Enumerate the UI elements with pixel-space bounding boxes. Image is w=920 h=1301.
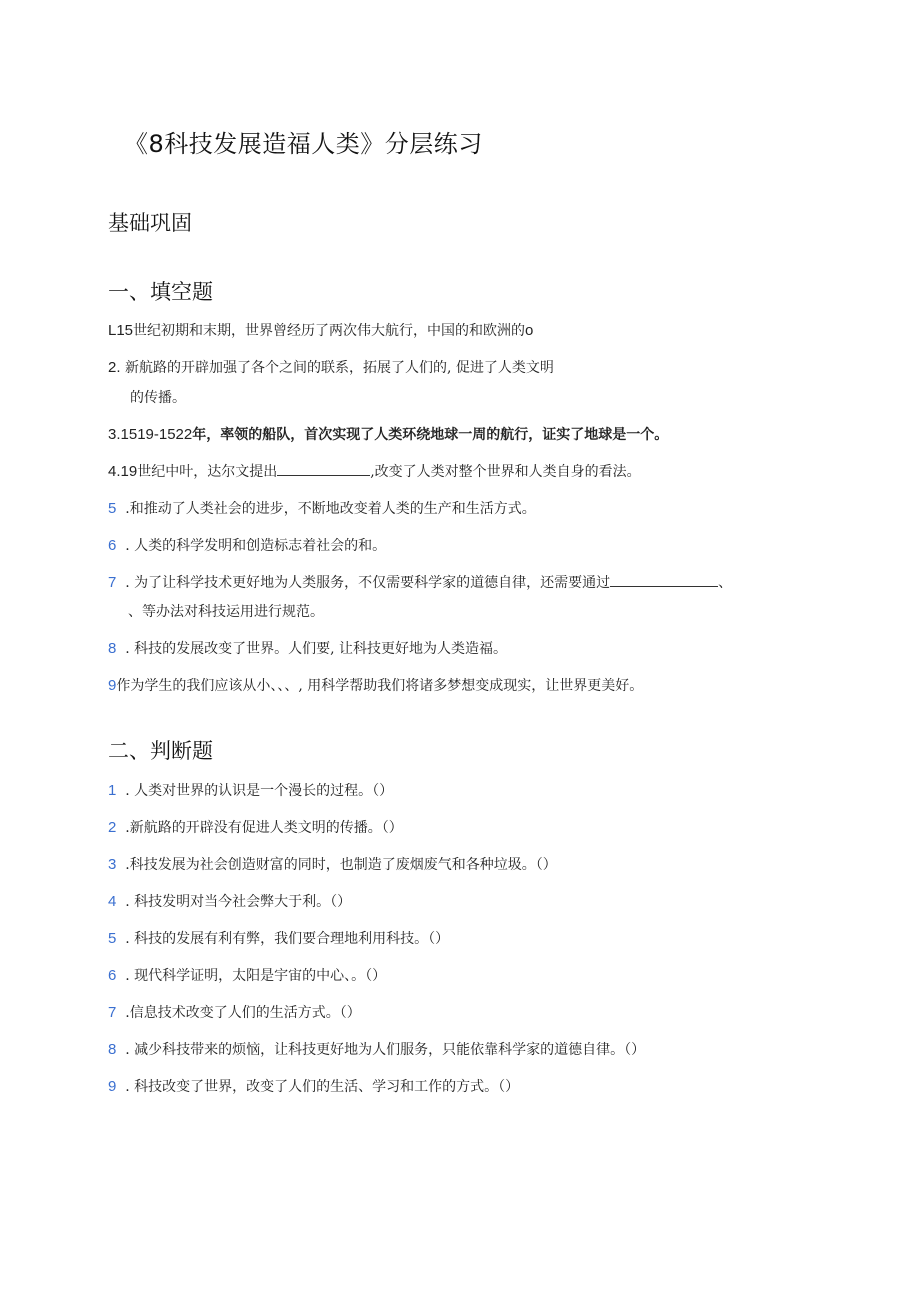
question-number: 5	[108, 930, 117, 947]
question-text: .科技发展为社会创造财富的同时，也制造了废烟废气和各种垃圾。（）	[125, 857, 557, 873]
question-number: 8	[108, 1041, 117, 1058]
question-number: 9	[108, 1078, 117, 1095]
question-number: L15	[108, 322, 134, 339]
question-number: 8	[108, 640, 117, 657]
fill-question-8	[108, 638, 507, 658]
question-text: . 人类的科学发明和创造标志着社会的和。	[125, 538, 387, 554]
fill-question-3	[108, 424, 668, 444]
judgement-heading: 二、判断题	[108, 739, 213, 763]
question-number: 6	[108, 537, 117, 554]
fill-question-9	[108, 675, 643, 695]
question-text: 新航路的开辟加强了各个之间的联系，拓展了人们的, 促进了人类文明	[124, 360, 554, 376]
question-number: 4	[108, 893, 117, 910]
question-text: 年，率领的船队，首次实现了人类环绕地球一周的航行，证实了地球是一个。	[192, 427, 669, 443]
fill-question-6	[108, 535, 386, 555]
question-number: 1	[108, 782, 117, 799]
judge-question-5	[108, 928, 449, 948]
question-number: 2.	[108, 359, 121, 376]
judge-question-8	[108, 1039, 645, 1059]
question-text-tail: ,改变了人类对整个世界和人类自身的看法。	[370, 464, 641, 480]
judge-question-6	[108, 965, 386, 985]
page-title: 《8科技发展造福人类》分层练习	[124, 130, 483, 158]
fill-in-heading: 一、填空题	[108, 280, 213, 304]
judge-question-3	[108, 854, 557, 874]
judge-question-1	[108, 780, 393, 800]
section-basic-heading: 基础巩固	[108, 211, 192, 235]
fill-question-7	[108, 572, 732, 592]
question-number: 9	[108, 677, 117, 694]
question-text: .信息技术改变了人们的生活方式。（）	[125, 1005, 361, 1021]
question-number: 7	[108, 574, 117, 591]
question-text: . 人类对世界的认识是一个漫长的过程。（）	[125, 783, 394, 799]
question-text: . 科技改变了世界，改变了人们的生活、学习和工作的方式。（）	[125, 1079, 520, 1095]
fill-question-1	[108, 320, 533, 340]
question-number: 3	[108, 856, 117, 873]
judge-question-9	[108, 1076, 519, 1096]
judge-question-2	[108, 817, 403, 837]
question-text: .和推动了人类社会的进步，不断地改变着人类的生产和生活方式。	[125, 501, 536, 517]
answer-blank[interactable]	[277, 463, 370, 476]
question-number: 4.19	[108, 463, 138, 480]
question-number: 3.1519-1522	[108, 426, 193, 443]
question-text: 世纪初期和末期，世界曾经历了两次伟大航行，中国的和欧洲的	[133, 323, 526, 339]
question-text: . 科技的发展有利有弊，我们要合理地利用科技。（）	[125, 931, 450, 947]
fill-question-7-continuation: 、等办法对科技运用进行规范。	[128, 604, 324, 620]
question-text: 作为学生的我们应该从小、、、, 用科学帮助我们将诸多梦想变成现实，让世界更美好。	[116, 678, 644, 694]
question-number: 2	[108, 819, 117, 836]
question-number: 7	[108, 1004, 117, 1021]
question-number: 6	[108, 967, 117, 984]
fill-question-5	[108, 498, 536, 518]
judge-question-4	[108, 891, 351, 911]
judge-question-7	[108, 1002, 361, 1022]
question-text: .新航路的开辟没有促进人类文明的传播。（）	[125, 820, 403, 836]
question-text-tail: 、	[718, 575, 733, 591]
question-text: . 减少科技带来的烦恼，让科技更好地为人们服务，只能依靠科学家的道德自律。（）	[125, 1042, 646, 1058]
fill-question-4	[108, 461, 641, 481]
question-text: . 为了让科学技术更好地为人类服务，不仅需要科学家的道德自律，还需要通过	[125, 575, 611, 591]
fill-question-2	[108, 357, 554, 377]
question-text: . 科技发明对当今社会弊大于利。（）	[125, 894, 352, 910]
question-number: 5	[108, 500, 117, 517]
fill-question-2-continuation: 的传播。	[130, 390, 186, 406]
question-text: 世纪中叶，达尔文提出	[137, 464, 278, 480]
question-text: . 科技的发展改变了世界。人们要, 让科技更好地为人类造福。	[125, 641, 508, 657]
question-text: . 现代科学证明，太阳是宇宙的中心、。（）	[125, 968, 387, 984]
question-end: o	[525, 322, 534, 339]
answer-blank[interactable]	[610, 574, 718, 587]
